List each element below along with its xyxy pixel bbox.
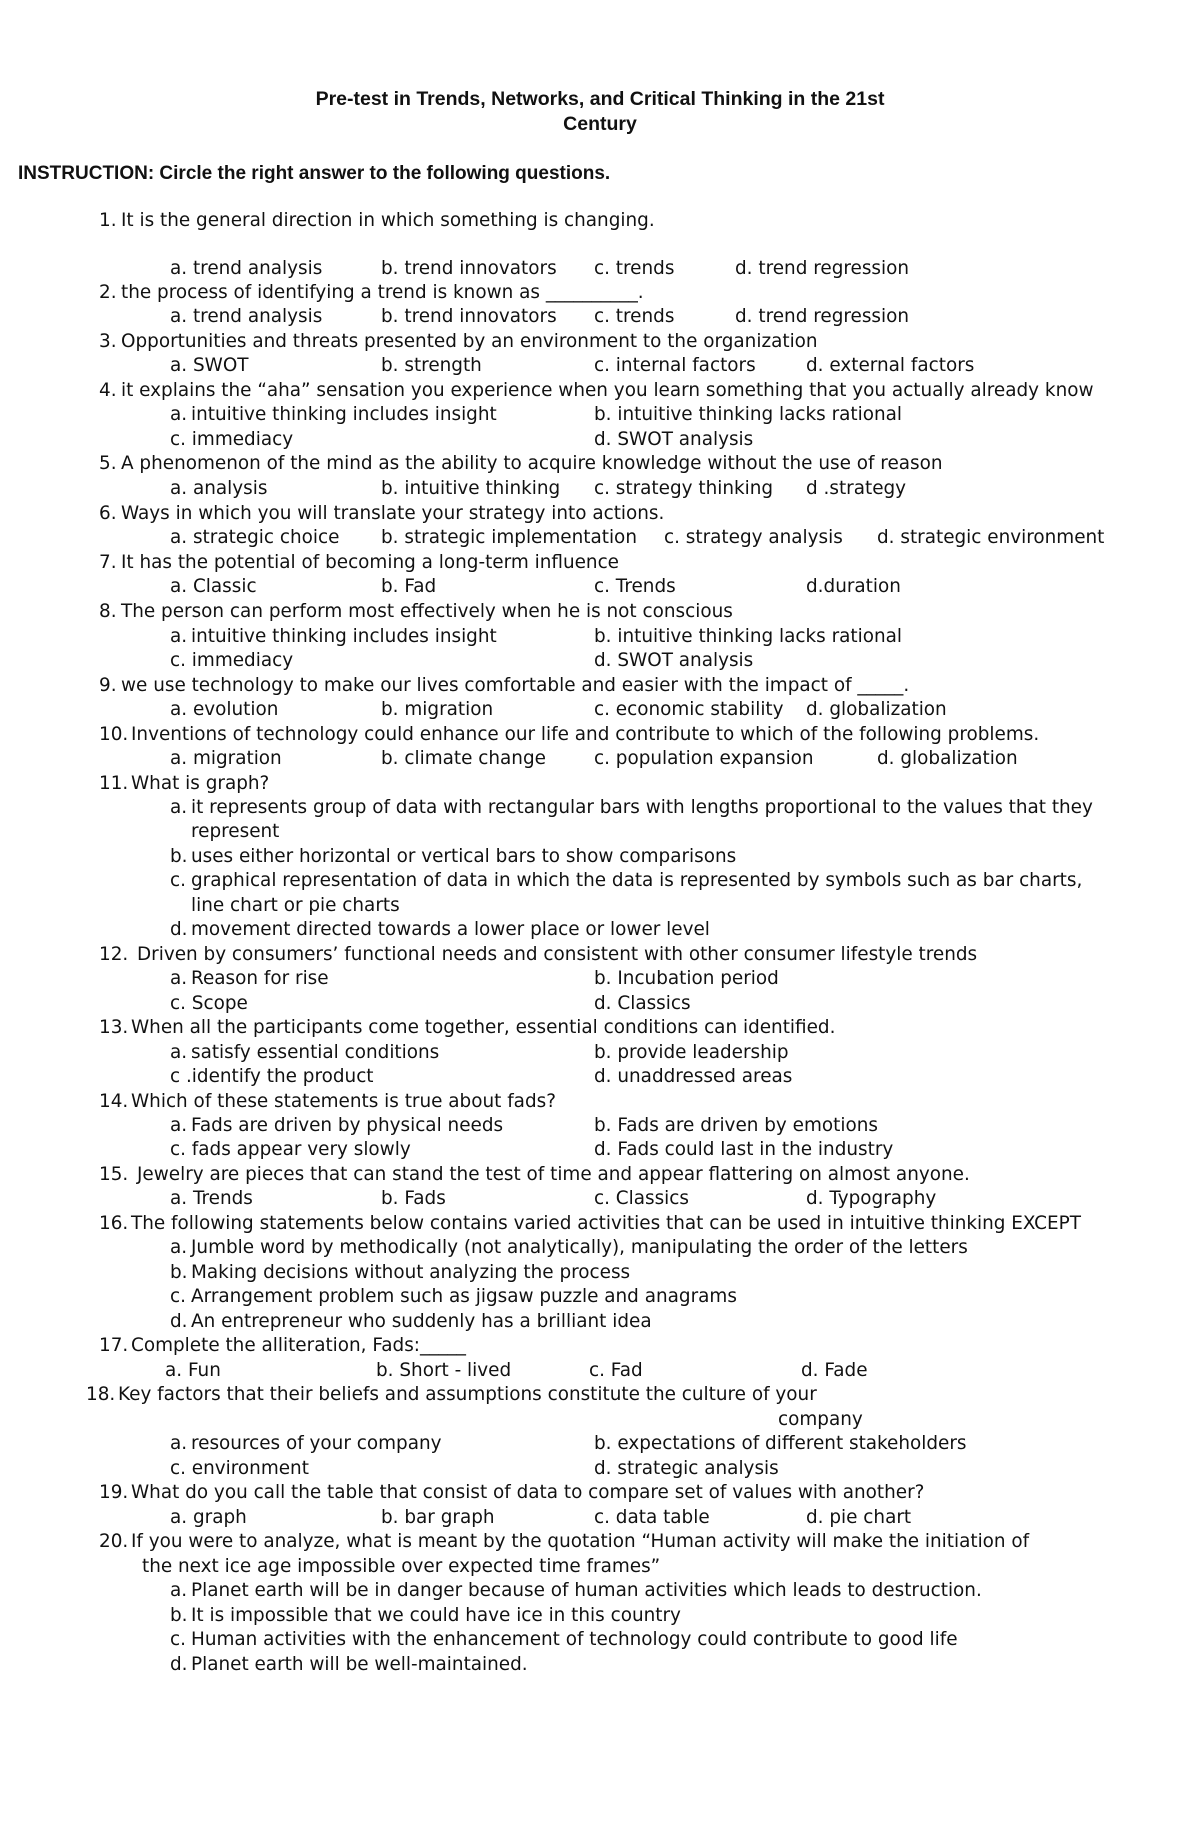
option-b[interactable]: b. strategic implementation bbox=[381, 527, 637, 548]
question-number: 2. bbox=[99, 282, 117, 303]
option-d[interactable]: d. SWOT analysis bbox=[594, 429, 754, 450]
question-number: 5. bbox=[99, 453, 117, 474]
option-b[interactable]: b. strength bbox=[381, 355, 482, 376]
option-b[interactable]: b. provide leadership bbox=[594, 1042, 789, 1063]
option-d[interactable]: d. strategic environment bbox=[877, 527, 1105, 548]
option-b[interactable]: It is impossible that we could have ice in this country bbox=[191, 1605, 681, 1626]
option-a-letter[interactable]: a. bbox=[170, 968, 188, 989]
option-d[interactable]: d. strategic analysis bbox=[594, 1458, 779, 1479]
option-c[interactable]: c .identify the product bbox=[170, 1066, 374, 1087]
option-d[interactable]: d. external factors bbox=[806, 355, 975, 376]
question-number: 12. bbox=[99, 944, 129, 965]
option-a[interactable]: Reason for rise bbox=[191, 968, 329, 989]
option-a[interactable]: a. SWOT bbox=[170, 355, 249, 376]
option-b[interactable]: b. Incubation period bbox=[594, 968, 779, 989]
option-a[interactable]: a. migration bbox=[170, 748, 282, 769]
question-number: 20. bbox=[99, 1531, 129, 1552]
question-number: 11. bbox=[99, 773, 129, 794]
option-a[interactable]: Planet earth will be in danger because of human activities which leads to destruction. bbox=[191, 1580, 982, 1601]
question-text: the process of identifying a trend is known as __________. bbox=[121, 282, 644, 303]
question-number: 9. bbox=[99, 675, 117, 696]
option-c[interactable]: c. Scope bbox=[170, 993, 248, 1014]
option-d[interactable]: d.duration bbox=[806, 576, 901, 597]
question-number: 10. bbox=[99, 724, 129, 745]
question-number: 6. bbox=[99, 503, 117, 524]
option-a[interactable]: a. Classic bbox=[170, 576, 257, 597]
question-text: we use technology to make our lives comfortable and easier with the impact of _____. bbox=[121, 675, 910, 696]
option-d[interactable]: d. SWOT analysis bbox=[594, 650, 754, 671]
option-a[interactable]: a. Fun bbox=[165, 1360, 221, 1381]
option-a-letter[interactable]: a. bbox=[170, 1042, 188, 1063]
option-a[interactable]: a. graph bbox=[170, 1507, 247, 1528]
option-a-letter[interactable]: a. bbox=[170, 1237, 188, 1258]
question-text: Inventions of technology could enhance our life and contribute to which of the following problems. bbox=[131, 724, 1040, 745]
option-a[interactable]: a. trend analysis bbox=[170, 306, 323, 327]
question-text: When all the participants come together, essential conditions can identified. bbox=[131, 1017, 836, 1038]
question-text: Opportunities and threats presented by an environment to the organization bbox=[121, 331, 818, 352]
document-title-line-1: Pre-test in Trends, Networks, and Critical Thinking in the 21st bbox=[315, 88, 885, 110]
option-c[interactable]: c. data table bbox=[594, 1507, 710, 1528]
option-a[interactable]: a. trend analysis bbox=[170, 258, 323, 279]
option-d[interactable]: movement directed towards a lower place or lower level bbox=[191, 919, 710, 940]
option-c[interactable]: c. Fad bbox=[589, 1360, 643, 1381]
option-c[interactable]: c. internal factors bbox=[594, 355, 756, 376]
instruction: INSTRUCTION: Circle the right answer to the following questions. bbox=[18, 163, 611, 184]
option-c[interactable]: c. immediacy bbox=[170, 429, 294, 450]
question-number: 8. bbox=[99, 601, 117, 622]
option-d-letter[interactable]: d. bbox=[170, 1654, 188, 1675]
option-d[interactable]: d. Fade bbox=[801, 1360, 868, 1381]
option-c-letter[interactable]: c. bbox=[170, 1629, 186, 1650]
option-b[interactable]: b. Fads bbox=[381, 1188, 446, 1209]
option-b[interactable]: b. intuitive thinking lacks rational bbox=[594, 626, 903, 647]
option-b[interactable]: b. intuitive thinking bbox=[381, 478, 561, 499]
option-d[interactable]: d. trend regression bbox=[735, 258, 910, 279]
question-number: 16. bbox=[99, 1213, 129, 1234]
option-d-letter[interactable]: d. bbox=[170, 1311, 188, 1332]
option-c[interactable]: c. strategy thinking bbox=[594, 478, 774, 499]
question-text: it explains the “aha” sensation you experience when you learn something that you actually already know bbox=[121, 380, 1094, 401]
question-number: 15. bbox=[99, 1164, 129, 1185]
question-text-continued: the next ice age impossible over expected time frames” bbox=[142, 1556, 661, 1577]
question-number: 17. bbox=[99, 1335, 129, 1356]
option-c[interactable]: c. fads appear very slowly bbox=[170, 1139, 411, 1160]
option-c[interactable]: c. Trends bbox=[594, 576, 676, 597]
option-a[interactable]: a. evolution bbox=[170, 699, 279, 720]
question-text: It has the potential of becoming a long-term influence bbox=[121, 552, 620, 573]
option-a[interactable]: Fads are driven by physical needs bbox=[191, 1115, 504, 1136]
option-c[interactable]: c. environment bbox=[170, 1458, 309, 1479]
option-b[interactable]: Making decisions without analyzing the process bbox=[191, 1262, 631, 1283]
question-number: 4. bbox=[99, 380, 117, 401]
question-text: Key factors that their beliefs and assumptions constitute the culture of your bbox=[118, 1384, 817, 1405]
option-a-letter[interactable]: a. bbox=[170, 1433, 188, 1454]
option-d-letter[interactable]: d. bbox=[170, 919, 188, 940]
option-b[interactable]: b. Short - lived bbox=[376, 1360, 512, 1381]
option-d[interactable]: d. Typography bbox=[806, 1188, 937, 1209]
option-a[interactable]: a. analysis bbox=[170, 478, 268, 499]
option-c[interactable]: graphical representation of data in which the data is represented by symbols such as bar charts, bbox=[191, 870, 1083, 891]
option-a[interactable]: intuitive thinking includes insight bbox=[191, 404, 497, 425]
question-number: 1. bbox=[99, 210, 117, 231]
option-a[interactable]: a. strategic choice bbox=[170, 527, 340, 548]
option-d[interactable]: d. pie chart bbox=[806, 1507, 912, 1528]
option-a[interactable]: a. Trends bbox=[170, 1188, 253, 1209]
option-d[interactable]: d. globalization bbox=[806, 699, 947, 720]
option-a-letter[interactable]: a. bbox=[170, 626, 188, 647]
question-text: The following statements below contains varied activities that can be used in intuitive thinking EXCEPT bbox=[131, 1213, 1081, 1234]
option-b[interactable]: b. expectations of different stakeholders bbox=[594, 1433, 967, 1454]
option-c[interactable]: c. strategy analysis bbox=[664, 527, 843, 548]
option-b[interactable]: b. trend innovators bbox=[381, 258, 557, 279]
option-b[interactable]: uses either horizontal or vertical bars to show comparisons bbox=[191, 846, 737, 867]
question-number: 18. bbox=[86, 1384, 116, 1405]
option-a[interactable]: Jumble word by methodically (not analytically), manipulating the order of the letters bbox=[191, 1237, 968, 1258]
question-text-continued: company bbox=[778, 1409, 863, 1430]
question-number: 13. bbox=[99, 1017, 129, 1038]
option-b[interactable]: b. Fad bbox=[381, 576, 437, 597]
option-c[interactable]: c. population expansion bbox=[594, 748, 814, 769]
question-text: What do you call the table that consist of data to compare set of values with another? bbox=[131, 1482, 925, 1503]
option-d[interactable]: d. trend regression bbox=[735, 306, 910, 327]
option-a-continued[interactable]: represent bbox=[191, 821, 280, 842]
option-c[interactable]: c. trends bbox=[594, 258, 675, 279]
question-number: 14. bbox=[99, 1091, 129, 1112]
question-text: Jewelry are pieces that can stand the test of time and appear flattering on almost anyone. bbox=[137, 1164, 970, 1185]
option-d[interactable]: An entrepreneur who suddenly has a brilliant idea bbox=[191, 1311, 652, 1332]
question-text: Ways in which you will translate your strategy into actions. bbox=[121, 503, 665, 524]
question-text: The person can perform most effectively when he is not conscious bbox=[121, 601, 733, 622]
option-c-letter[interactable]: c. bbox=[170, 1286, 186, 1307]
option-a[interactable]: it represents group of data with rectangular bars with lengths proportional to the values that they bbox=[191, 797, 1093, 818]
option-a[interactable]: resources of your company bbox=[191, 1433, 442, 1454]
option-a[interactable]: intuitive thinking includes insight bbox=[191, 626, 497, 647]
option-b[interactable]: b. climate change bbox=[381, 748, 546, 769]
option-d[interactable]: d. globalization bbox=[877, 748, 1018, 769]
option-b[interactable]: b. migration bbox=[381, 699, 494, 720]
option-b-letter[interactable]: b. bbox=[170, 1605, 188, 1626]
question-number: 19. bbox=[99, 1482, 129, 1503]
question-text: If you were to analyze, what is meant by the quotation “Human activity will make the initiation of bbox=[131, 1531, 1030, 1552]
option-b-letter[interactable]: b. bbox=[170, 1262, 188, 1283]
question-number: 3. bbox=[99, 331, 117, 352]
option-c[interactable]: Arrangement problem such as jigsaw puzzle and anagrams bbox=[191, 1286, 737, 1307]
option-a-letter[interactable]: a. bbox=[170, 1115, 188, 1136]
question-text: What is graph? bbox=[131, 773, 270, 794]
question-text: Which of these statements is true about fads? bbox=[131, 1091, 556, 1112]
option-a[interactable]: satisfy essential conditions bbox=[191, 1042, 440, 1063]
option-a-letter[interactable]: a. bbox=[170, 797, 188, 818]
option-d[interactable]: d. Classics bbox=[594, 993, 691, 1014]
option-d[interactable]: Planet earth will be well-maintained. bbox=[191, 1654, 528, 1675]
option-b-letter[interactable]: b. bbox=[170, 846, 188, 867]
option-b[interactable]: b. trend innovators bbox=[381, 306, 557, 327]
option-b[interactable]: b. Fads are driven by emotions bbox=[594, 1115, 878, 1136]
option-d[interactable]: d. unaddressed areas bbox=[594, 1066, 793, 1087]
question-text: A phenomenon of the mind as the ability to acquire knowledge without the use of reason bbox=[121, 453, 943, 474]
question-text: Driven by consumers’ functional needs and consistent with other consumer lifestyle trends bbox=[137, 944, 978, 965]
question-number: 7. bbox=[99, 552, 117, 573]
option-d[interactable]: d .strategy bbox=[806, 478, 907, 499]
option-c[interactable]: c. economic stability bbox=[594, 699, 784, 720]
option-b[interactable]: b. bar graph bbox=[381, 1507, 495, 1528]
option-c-letter[interactable]: c. bbox=[170, 870, 186, 891]
option-c[interactable]: Human activities with the enhancement of technology could contribute to good life bbox=[191, 1629, 958, 1650]
option-a-letter[interactable]: a. bbox=[170, 404, 188, 425]
option-c-continued[interactable]: line chart or pie charts bbox=[191, 895, 400, 916]
option-d[interactable]: d. Fads could last in the industry bbox=[594, 1139, 894, 1160]
option-a-letter[interactable]: a. bbox=[170, 1580, 188, 1601]
option-c[interactable]: c. Classics bbox=[594, 1188, 689, 1209]
document-title-line-2: Century bbox=[563, 113, 637, 135]
question-text: Complete the alliteration, Fads:_____ bbox=[131, 1335, 466, 1356]
option-b[interactable]: b. intuitive thinking lacks rational bbox=[594, 404, 903, 425]
option-c[interactable]: c. trends bbox=[594, 306, 675, 327]
option-c[interactable]: c. immediacy bbox=[170, 650, 294, 671]
question-text: It is the general direction in which something is changing. bbox=[121, 210, 655, 231]
